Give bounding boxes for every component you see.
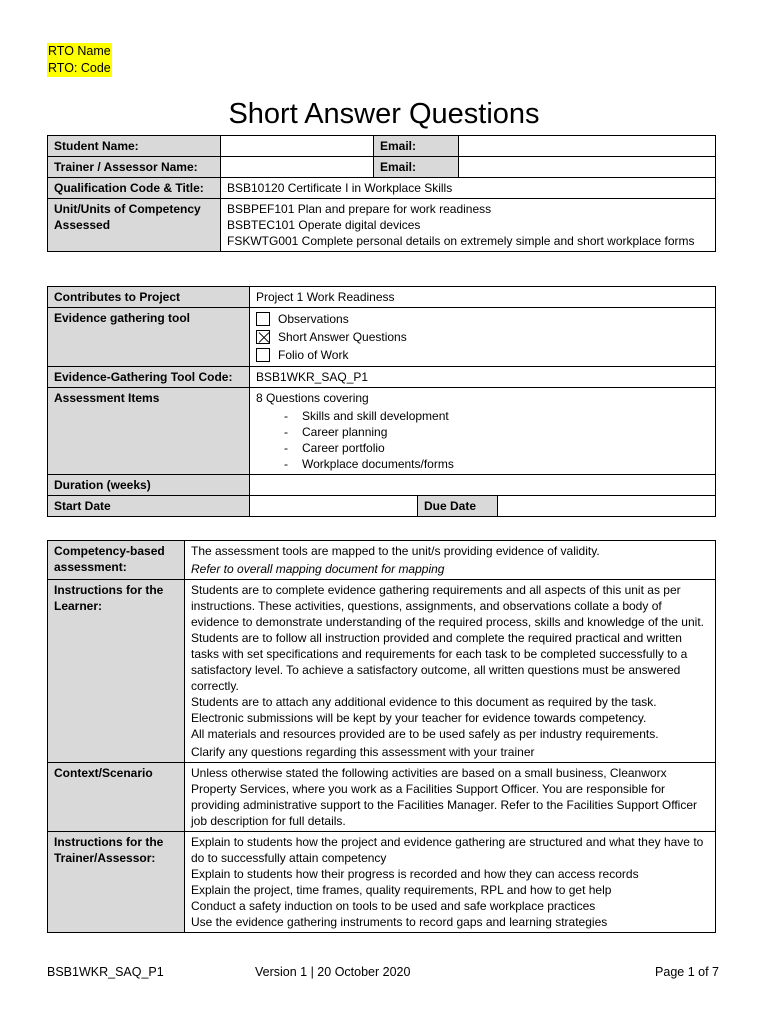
trainer-line: Explain to students how the project and evidence gathering are structured and what they have to do to successfully attain competency xyxy=(191,835,704,865)
start-date-label: Start Date xyxy=(48,496,250,517)
trainer-name-label: Trainer / Assessor Name: xyxy=(48,157,221,178)
contributes-value: Project 1 Work Readiness xyxy=(250,287,716,308)
assessment-items-intro: 8 Questions covering xyxy=(256,391,369,405)
tool-option-label: Folio of Work xyxy=(278,348,349,362)
competency-note: Refer to overall mapping document for mapping xyxy=(191,562,445,576)
learner-paragraph: Electronic submissions will be kept by your teacher for evidence towards competency. xyxy=(191,711,647,725)
qualification-label: Qualification Code & Title: xyxy=(48,178,221,199)
rto-name: RTO Name xyxy=(48,44,111,58)
trainer-name-field[interactable] xyxy=(221,157,374,178)
tool-option-folio[interactable] xyxy=(256,346,709,364)
trainer-line: Conduct a safety induction on tools to be used and safe workplace practices xyxy=(191,899,596,913)
list-item: - Skills and skill development xyxy=(284,408,709,424)
learner-paragraph: Clarify any questions regarding this assessment with your trainer xyxy=(191,745,535,759)
list-item: - Career planning xyxy=(284,424,709,440)
student-email-label: Email: xyxy=(374,136,459,157)
footer-page-number: Page 1 of 7 xyxy=(655,965,719,979)
learner-paragraph: All materials and resources provided are to be used safely as per industry requirements. xyxy=(191,727,659,741)
learner-paragraph: Students are to complete evidence gathering requirements and all aspects of this unit as per instructions. These activities, questions, assignments, and observations collate a body of evidence to demonstrate understanding of the required process, skills and knowledge of the unit. xyxy=(191,583,704,629)
start-date-field[interactable] xyxy=(250,496,418,517)
trainer-instructions-label: Instructions for the Trainer/Assessor: xyxy=(48,832,185,933)
learner-instructions-cell xyxy=(185,580,716,763)
assessment-items-list xyxy=(256,408,709,472)
student-details-table xyxy=(47,135,716,252)
trainer-line: Explain to students how their progress is recorded and how they can access records xyxy=(191,867,639,881)
units-list xyxy=(221,199,716,252)
rto-code: RTO: Code xyxy=(48,61,111,75)
unit-item: BSBTEC101 Operate digital devices xyxy=(227,218,421,232)
checkbox-icon[interactable] xyxy=(256,348,270,362)
footer-version: Version 1 | 20 October 2020 xyxy=(255,965,411,979)
student-name-label: Student Name: xyxy=(48,136,221,157)
list-item: - Workplace documents/forms xyxy=(284,456,709,472)
learner-paragraph: Students are to attach any additional evidence to this document as required by the task. xyxy=(191,695,657,709)
context-text: Unless otherwise stated the following activities are based on a small business, Cleanworx Property Services, where you work as a Facilities Support Officer. You are responsible for providing administrative support to the Facilities Manager. Refer to the Facilities Support Officer job description for full details. xyxy=(185,763,716,832)
contributes-label: Contributes to Project xyxy=(48,287,250,308)
trainer-line: Use the evidence gathering instruments to record gaps and learning strategies xyxy=(191,915,608,929)
units-label: Unit/Units of Competency Assessed xyxy=(48,199,221,252)
context-label: Context/Scenario xyxy=(48,763,185,832)
list-item: - Career portfolio xyxy=(284,440,709,456)
tool-option-label: Short Answer Questions xyxy=(278,330,407,344)
evidence-tool-label: Evidence gathering tool xyxy=(48,308,250,367)
duration-field[interactable] xyxy=(250,475,716,496)
due-date-field[interactable] xyxy=(498,496,716,517)
due-date-label: Due Date xyxy=(418,496,498,517)
competency-cell xyxy=(185,541,716,580)
assessment-items-cell xyxy=(250,388,716,475)
student-email-field[interactable] xyxy=(459,136,716,157)
trainer-email-label: Email: xyxy=(374,157,459,178)
student-name-field[interactable] xyxy=(221,136,374,157)
rto-block xyxy=(47,43,112,77)
tool-code-label: Evidence-Gathering Tool Code: xyxy=(48,367,250,388)
assessment-info-table xyxy=(47,540,716,933)
evidence-tool-options xyxy=(250,308,716,367)
tool-option-label: Observations xyxy=(278,312,349,326)
unit-item: FSKWTG001 Complete personal details on extremely simple and short workplace forms xyxy=(227,234,695,248)
checkbox-icon[interactable] xyxy=(256,312,270,326)
tool-option-short-answer[interactable] xyxy=(256,328,709,346)
duration-label: Duration (weeks) xyxy=(48,475,250,496)
footer-doc-code: BSB1WKR_SAQ_P1 xyxy=(47,965,164,979)
tool-option-observations[interactable] xyxy=(256,310,709,328)
tool-code-value: BSB1WKR_SAQ_P1 xyxy=(250,367,716,388)
trainer-instructions-cell xyxy=(185,832,716,933)
competency-text: The assessment tools are mapped to the unit/s providing evidence of validity. xyxy=(191,544,600,558)
qualification-value: BSB10120 Certificate I in Workplace Skills xyxy=(221,178,716,199)
competency-label: Competency-based assessment: xyxy=(48,541,185,580)
learner-instructions-label: Instructions for the Learner: xyxy=(48,580,185,763)
trainer-line: Explain the project, time frames, quality requirements, RPL and how to get help xyxy=(191,883,612,897)
unit-item: BSBPEF101 Plan and prepare for work readiness xyxy=(227,202,492,216)
page-title: Short Answer Questions xyxy=(228,98,540,130)
learner-paragraph: Students are to follow all instruction provided and complete the required practical and written tasks with set specifications and requirements for each task to be completed successfully to a satisfactory level. To achieve a satisfactory outcome, all written questions must be answered correctly. xyxy=(191,631,688,693)
checked-checkbox-icon[interactable] xyxy=(256,330,270,344)
assessment-items-label: Assessment Items xyxy=(48,388,250,475)
trainer-email-field[interactable] xyxy=(459,157,716,178)
project-details-table xyxy=(47,286,716,517)
